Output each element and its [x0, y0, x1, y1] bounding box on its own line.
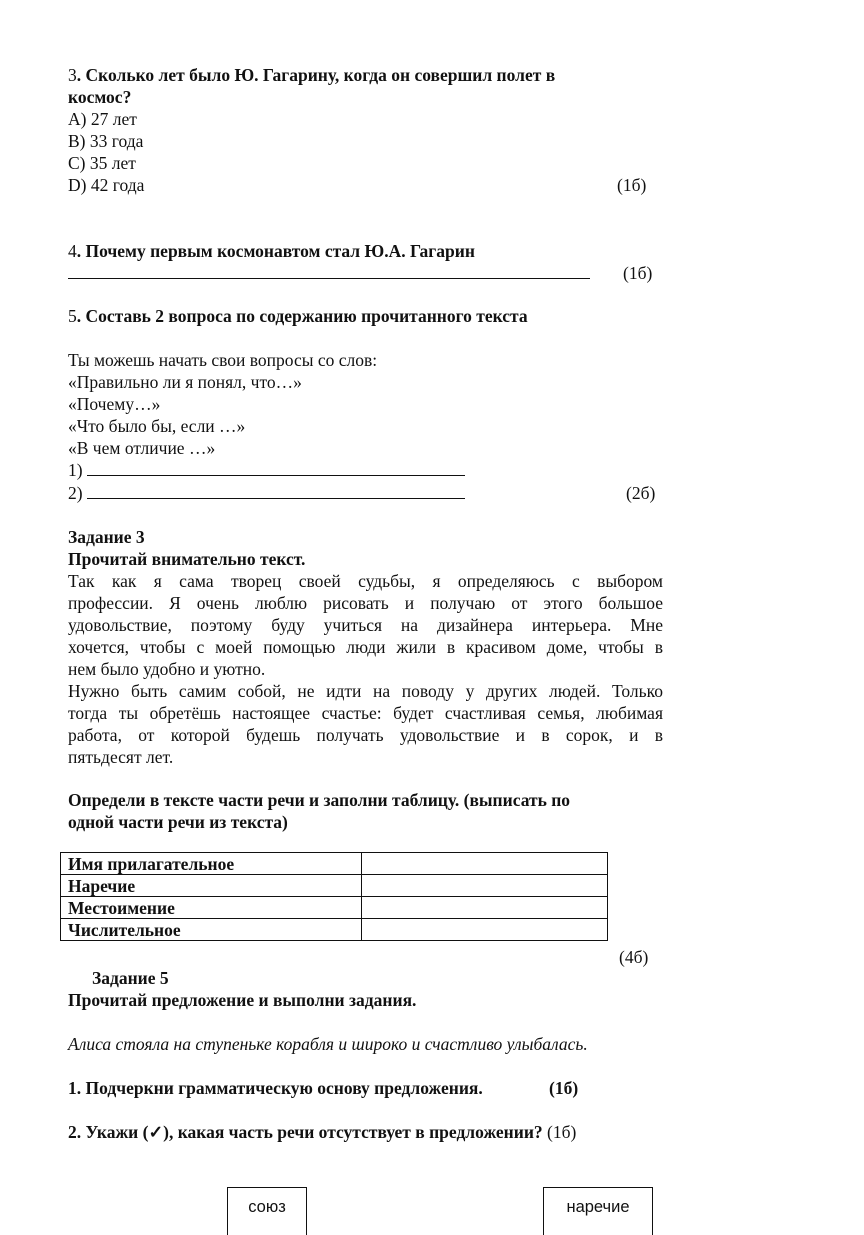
task3-text-line: пятьдесят лет.: [68, 747, 174, 767]
task3-instruction: Прочитай внимательно текст.: [68, 549, 306, 569]
table-answer-cell[interactable]: [362, 853, 608, 875]
q3-option-d: D) 42 года: [68, 175, 145, 195]
q4-question: [68, 240, 475, 262]
table-row: [61, 897, 608, 919]
task3-text-line: тогда ты обретёшь настоящее счастье: будет счастливая семья, любимая: [68, 703, 663, 723]
answer-box-label: наречие: [566, 1198, 630, 1216]
table-row-label: Имя прилагательное: [61, 853, 362, 875]
table-row: [61, 853, 608, 875]
task5-instruction: Прочитай предложение и выполни задания.: [68, 990, 417, 1010]
q5-starter: «Правильно ли я понял, что…»: [68, 372, 302, 392]
q3-option-c: C) 35 лет: [68, 153, 136, 173]
task3-text-line: работа, от которой будешь получать удовольствие и в сорок, и в: [68, 725, 663, 745]
q5-answer-2-label: 2): [68, 483, 83, 503]
q3-option-a: A) 27 лет: [68, 109, 137, 129]
q5-starter: «Что было бы, если …»: [68, 416, 246, 436]
table-row-label: Наречие: [61, 875, 362, 897]
task3-text-line: Нужно быть самим собой, не идти на поводу у других людей. Только: [68, 681, 663, 701]
q5-question: [68, 305, 528, 327]
q5-starter: «Почему…»: [68, 394, 161, 414]
q3-line1: [68, 64, 555, 86]
task3-text-line: профессии. Я очень люблю рисовать и получаю от этого большое: [68, 593, 663, 613]
q5-starter: «В чем отличие …»: [68, 438, 216, 458]
table-row: [61, 919, 608, 941]
task3-text-line: Так как я сама творец своей судьбы, я определяюсь с выбором: [68, 571, 663, 591]
task5-item1-points: (1б): [549, 1078, 579, 1098]
task3-assignment-line1: Определи в тексте части речи и заполни таблицу. (выписать по: [68, 790, 571, 810]
task3-assignment-line2: одной части речи из текста): [68, 812, 288, 832]
q3-question-text: . Сколько лет было Ю. Гагарину, когда он совершил полет в: [76, 65, 556, 85]
checkmark-icon: ✓: [148, 1122, 164, 1142]
task5-item2: [68, 1121, 576, 1143]
task5-item2-start: 2. Укажи (: [68, 1122, 149, 1142]
table-answer-cell[interactable]: [362, 897, 608, 919]
q4-points: (1б): [623, 263, 653, 283]
table-answer-cell[interactable]: [362, 875, 608, 897]
q5-question-text: . Составь 2 вопроса по содержанию прочитанного текста: [76, 306, 528, 326]
task5-item2-points: (1б): [547, 1122, 577, 1142]
table-row: [61, 875, 608, 897]
task5-item2-end: ), какая часть речи отсутствует в предложении?: [163, 1122, 543, 1142]
task5-item1: 1. Подчеркни грамматическую основу предложения.: [68, 1078, 483, 1098]
q3-line2: космос?: [68, 87, 132, 107]
task3-text-line: хочется, чтобы с моей помощью люди жили в красивом доме, чтобы в: [68, 637, 663, 657]
q5-intro: Ты можешь начать свои вопросы со слов:: [68, 350, 378, 370]
answer-box-conjunction[interactable]: [227, 1187, 307, 1235]
table-answer-cell[interactable]: [362, 919, 608, 941]
task3-points: (4б): [619, 947, 649, 967]
q4-number: 4: [68, 241, 77, 261]
task3-title: Задание 3: [68, 527, 145, 547]
q4-answer-line[interactable]: [68, 262, 590, 284]
q3-number: 3: [68, 65, 77, 85]
q4-question-text: . Почему первым космонавтом стал Ю.А. Гагарин: [76, 241, 475, 261]
q5-points: (2б): [626, 483, 656, 503]
task3-text-line: нем было удобно и уютно.: [68, 659, 266, 679]
q5-answer-1[interactable]: [68, 459, 465, 481]
task5-sentence: Алиса стояла на ступеньке корабля и широко и счастливо улыбалась.: [68, 1034, 588, 1054]
task3-text-line: удовольствие, поэтому буду учиться на дизайнера интерьера. Мне: [68, 615, 663, 635]
parts-of-speech-table: [60, 852, 608, 941]
q5-answer-2[interactable]: [68, 482, 465, 504]
q5-number: 5: [68, 306, 77, 326]
answer-box-label: союз: [248, 1198, 286, 1216]
q3-points: (1б): [617, 175, 647, 195]
q3-option-b: B) 33 года: [68, 131, 144, 151]
table-row-label: Местоимение: [61, 897, 362, 919]
answer-box-adverb[interactable]: [543, 1187, 653, 1235]
task5-title: Задание 5: [92, 968, 169, 988]
q5-answer-1-label: 1): [68, 460, 83, 480]
table-row-label: Числительное: [61, 919, 362, 941]
